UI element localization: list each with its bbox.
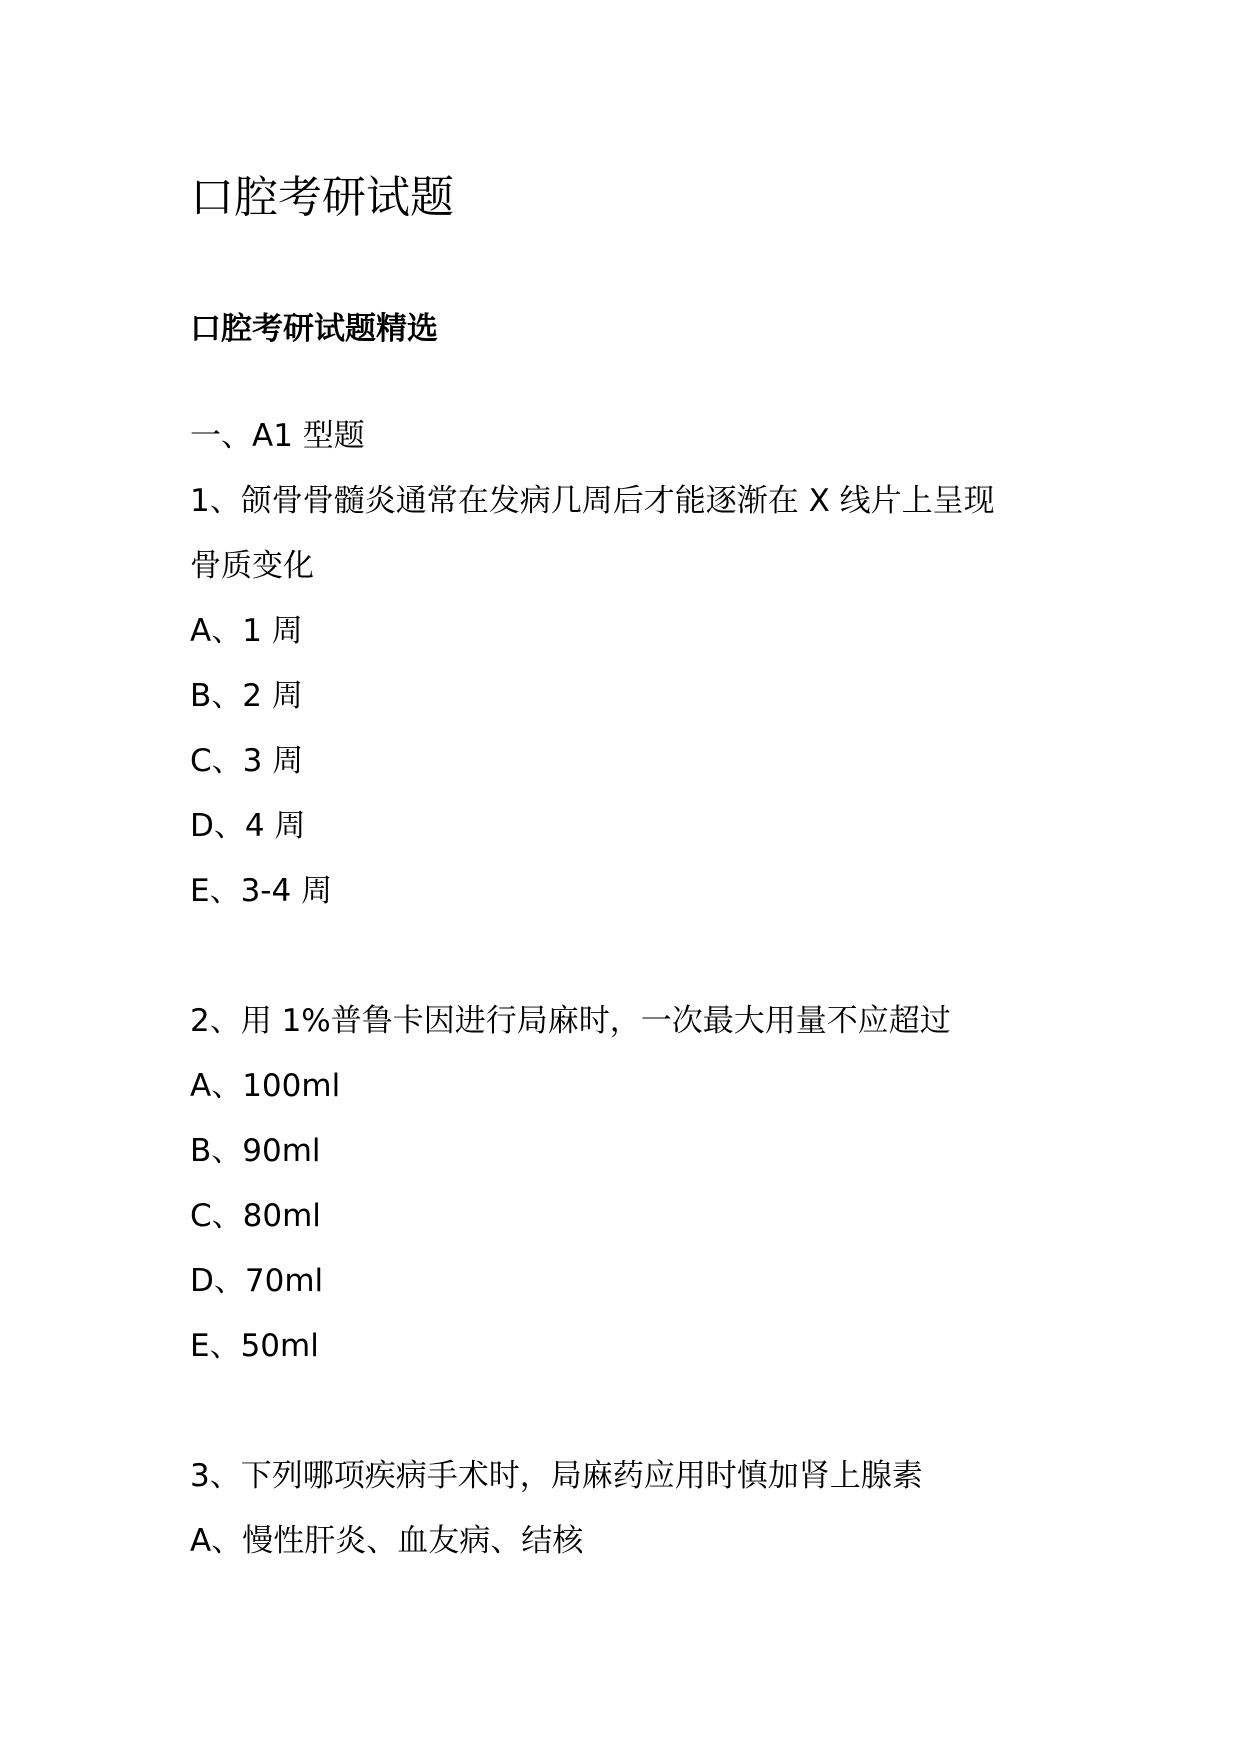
answer-option: B、2 周 bbox=[190, 678, 303, 714]
answer-option: A、慢性肝炎、血友病、结核 bbox=[190, 1523, 584, 1559]
question-stem: 骨质变化 bbox=[190, 548, 314, 584]
document-subtitle: 口腔考研试题精选 bbox=[190, 311, 438, 347]
section-heading: 一、A1 型题 bbox=[190, 418, 365, 454]
question-3 bbox=[190, 1444, 1070, 1574]
answer-option: E、3-4 周 bbox=[190, 873, 333, 909]
spacer bbox=[190, 1379, 1070, 1444]
answer-option: C、3 周 bbox=[190, 743, 304, 779]
question-stem: 1、颌骨骨髓炎通常在发病几周后才能逐渐在 X 线片上呈现 bbox=[190, 483, 995, 519]
answer-option: A、100ml bbox=[190, 1068, 341, 1104]
answer-option: B、90ml bbox=[190, 1133, 321, 1169]
document-title: 口腔考研试题 bbox=[190, 172, 454, 223]
question-stem: 2、用 1%普鲁卡因进行局麻时，一次最大用量不应超过 bbox=[190, 1003, 951, 1039]
spacer bbox=[190, 924, 1070, 989]
question-content bbox=[190, 404, 1070, 1574]
answer-option: C、80ml bbox=[190, 1198, 321, 1234]
answer-option: E、50ml bbox=[190, 1328, 319, 1364]
question-1 bbox=[190, 469, 1070, 924]
question-2 bbox=[190, 989, 1070, 1379]
answer-option: A、1 周 bbox=[190, 613, 303, 649]
question-stem: 3、下列哪项疾病手术时，局麻药应用时慎加肾上腺素 bbox=[190, 1458, 923, 1494]
answer-option: D、70ml bbox=[190, 1263, 324, 1299]
answer-option: D、4 周 bbox=[190, 808, 306, 844]
